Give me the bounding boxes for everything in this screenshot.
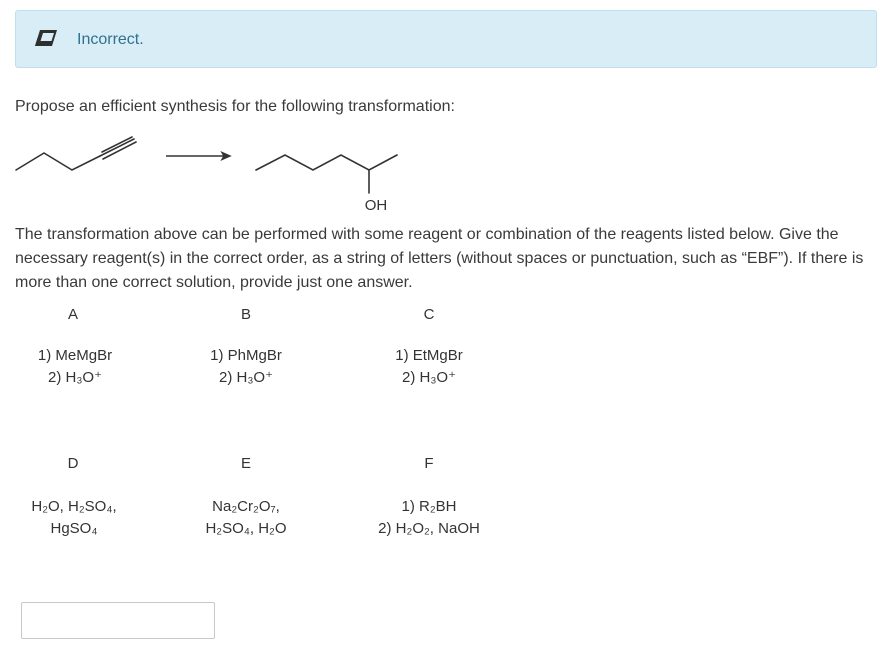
option-e-line2: H₂SO₄, H₂O	[205, 520, 287, 537]
option-d-line1: H₂O, H₂SO₄,	[31, 498, 117, 515]
option-c-line2: 2) H₃O⁺	[401, 369, 457, 386]
option-c-reagents	[329, 345, 529, 389]
option-f-line1: 1) R₂BH	[401, 498, 457, 515]
option-e-reagents	[146, 496, 346, 540]
option-a-line2: 2) H₃O⁺	[47, 369, 103, 386]
option-letter-b: B	[240, 306, 251, 323]
feedback-banner	[15, 10, 877, 68]
answer-input[interactable]	[21, 602, 215, 639]
product-structure	[256, 155, 397, 193]
option-a-line1: 1) MeMgBr	[37, 347, 113, 364]
question-description: The transformation above can be performed with some reagent or combination of the reagents listed below. Give the necessary reagent(s) in the correct order, as a string of letters (without spaces or punctuation, such as “EBF”). If there is more than one correct solution, provide just one answer.	[15, 226, 864, 291]
option-f-reagents	[329, 496, 529, 540]
reaction-scheme	[0, 125, 420, 220]
option-e-line1: Na₂Cr₂O₇,	[212, 498, 280, 515]
option-b-line2: 2) H₃O⁺	[218, 369, 274, 386]
eraser-icon	[33, 29, 59, 47]
feedback-text: Incorrect.	[77, 31, 144, 48]
reaction-arrow	[166, 153, 230, 160]
reactant-structure	[16, 137, 136, 170]
option-letter-f: F	[424, 455, 434, 472]
option-letter-d: D	[67, 455, 79, 472]
option-letter-e: E	[240, 455, 251, 472]
question-prompt: Propose an efficient synthesis for the following transformation:	[15, 98, 455, 115]
option-letter-c: C	[423, 306, 435, 323]
option-b-reagents	[146, 345, 346, 389]
option-f-line2: 2) H₂O₂, NaOH	[378, 520, 480, 537]
option-c-line1: 1) EtMgBr	[395, 347, 463, 364]
option-b-line1: 1) PhMgBr	[210, 347, 282, 364]
product-oh-label: OH	[364, 197, 388, 214]
option-letter-a: A	[67, 306, 78, 323]
option-d-line2: HgSO₄	[50, 520, 98, 537]
